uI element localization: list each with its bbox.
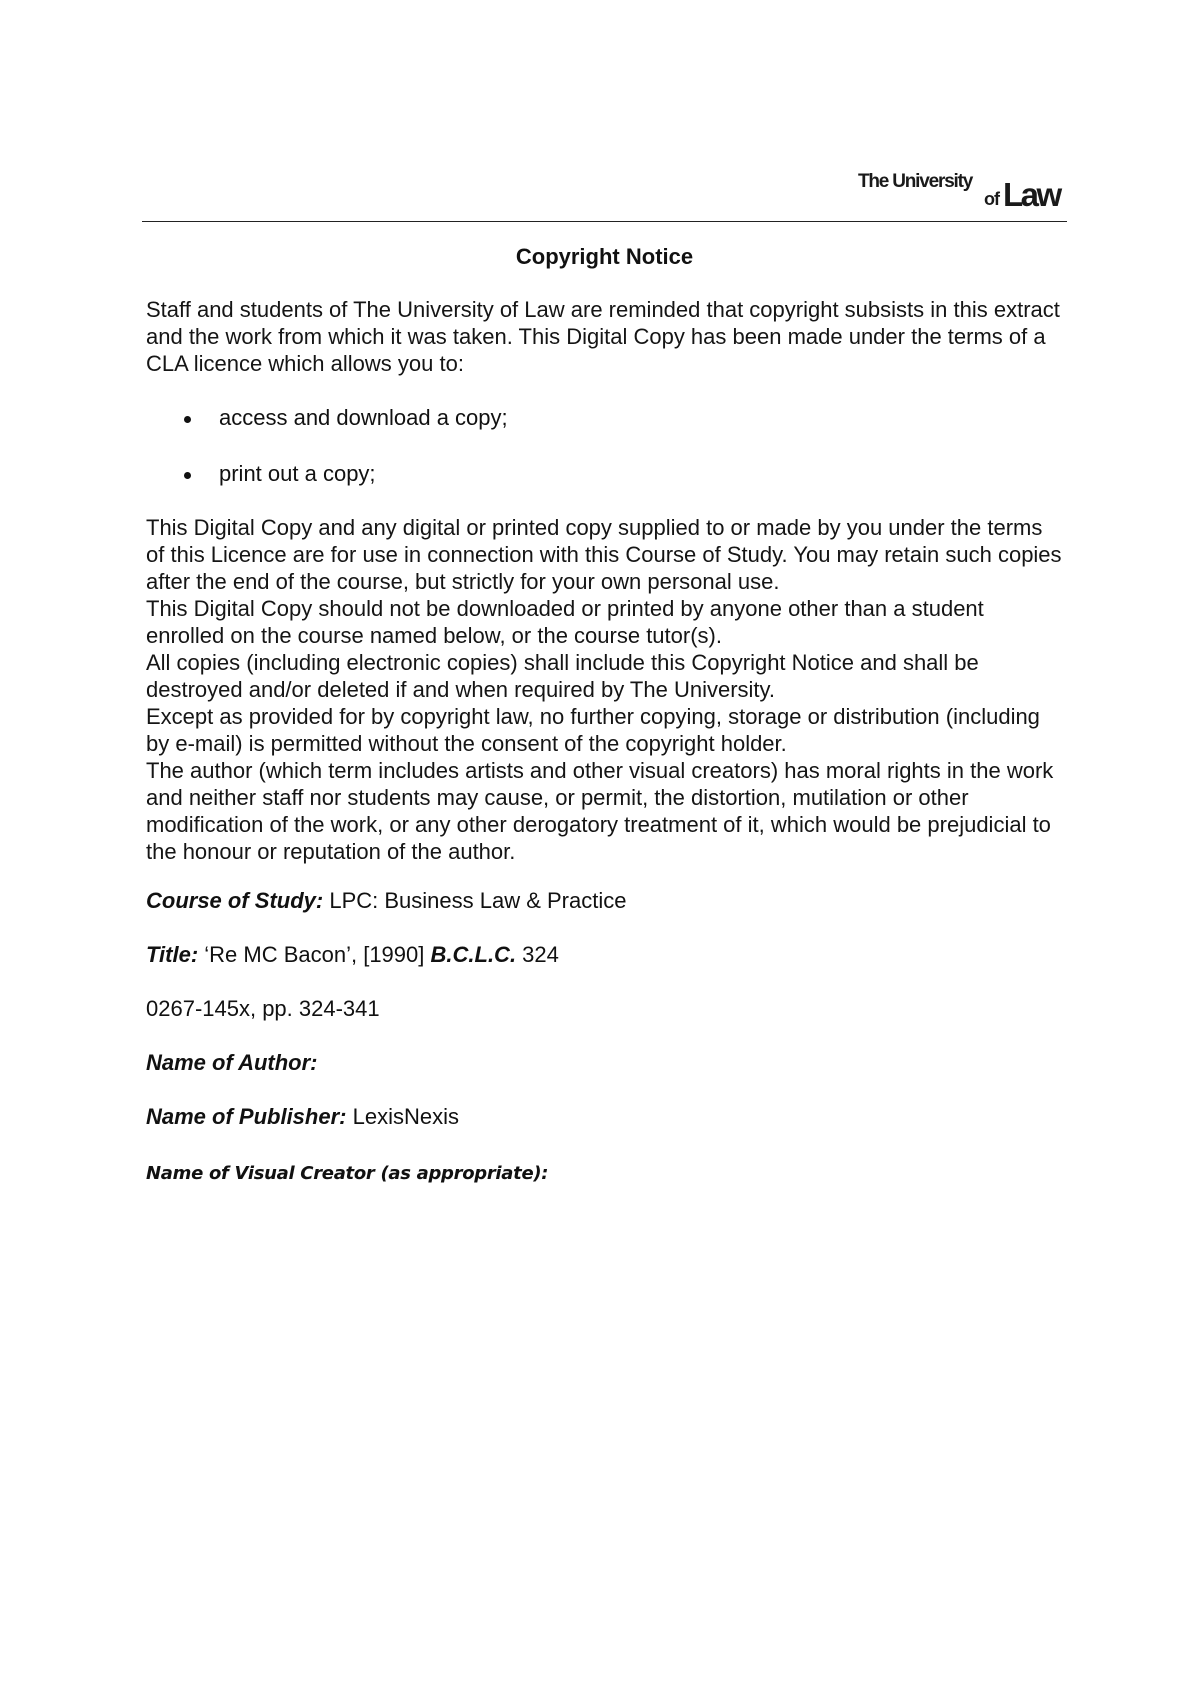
publisher-value: LexisNexis bbox=[346, 1104, 459, 1129]
licence-permissions-list bbox=[146, 404, 1046, 516]
list-item-text: print out a copy; bbox=[219, 461, 376, 486]
list-item-text: access and download a copy; bbox=[219, 405, 508, 430]
title-journal: B.C.L.C. bbox=[430, 942, 517, 967]
title-label: Title: bbox=[146, 942, 199, 967]
header-divider bbox=[142, 221, 1067, 222]
university-of-law-logo bbox=[858, 168, 1066, 214]
page-title: Copyright Notice bbox=[515, 244, 694, 269]
terms-section bbox=[146, 514, 1066, 865]
list-item bbox=[146, 404, 1046, 431]
terms-paragraph: Except as provided for by copyright law, no further copying, storage or distribution (including by e-mail) is permitted without the consent of the copyright holder. bbox=[146, 704, 1040, 756]
name-of-visual-creator bbox=[146, 1158, 548, 1188]
logo-line-1: The University bbox=[858, 171, 973, 192]
logo-of: of bbox=[984, 189, 999, 209]
issn-pages: 0267-145x, pp. 324-341 bbox=[146, 996, 380, 1021]
course-of-study-label: Course of Study: bbox=[146, 888, 324, 913]
title-page: 324 bbox=[516, 942, 559, 967]
visual-creator-label: Name of Visual Creator (as appropriate): bbox=[146, 1163, 549, 1184]
name-of-author bbox=[146, 1049, 318, 1077]
name-of-publisher bbox=[146, 1103, 459, 1131]
publisher-label: Name of Publisher: bbox=[146, 1104, 347, 1129]
intro-paragraph: Staff and students of The University of Law are reminded that copyright subsists in this extract and the work from which it was taken. This Digital Copy has been made under the terms of a CLA licence which allows you to: bbox=[146, 297, 1060, 376]
list-item bbox=[146, 460, 1046, 487]
bullet-icon bbox=[184, 472, 191, 479]
course-of-study bbox=[146, 887, 626, 915]
logo-law: Law bbox=[1003, 176, 1060, 213]
course-of-study-value: LPC: Business Law & Practice bbox=[323, 888, 627, 913]
author-label: Name of Author: bbox=[146, 1050, 318, 1075]
terms-paragraph: This Digital Copy and any digital or printed copy supplied to or made by you under the terms of this Licence are for use in connection with this Course of Study. You may retain such copies after the end of the course, but strictly for your own personal use. bbox=[146, 515, 1062, 594]
work-title bbox=[146, 941, 559, 969]
terms-paragraph: All copies (including electronic copies) shall include this Copyright Notice and shall be destroyed and/or deleted if and when required by The University. bbox=[146, 650, 979, 702]
bullet-icon bbox=[184, 416, 191, 423]
terms-paragraph: This Digital Copy should not be downloaded or printed by anyone other than a student enrolled on the course named below, or the course tutor(s). bbox=[146, 596, 984, 648]
terms-paragraph: The author (which term includes artists and other visual creators) has moral rights in the work and neither staff nor students may cause, or permit, the distortion, mutilation or other modification of the work, or any other derogatory treatment of it, which would be prejudicial to the honour or reputation of the author. bbox=[146, 758, 1054, 864]
title-value: ‘Re MC Bacon’, [1990] bbox=[198, 942, 431, 967]
